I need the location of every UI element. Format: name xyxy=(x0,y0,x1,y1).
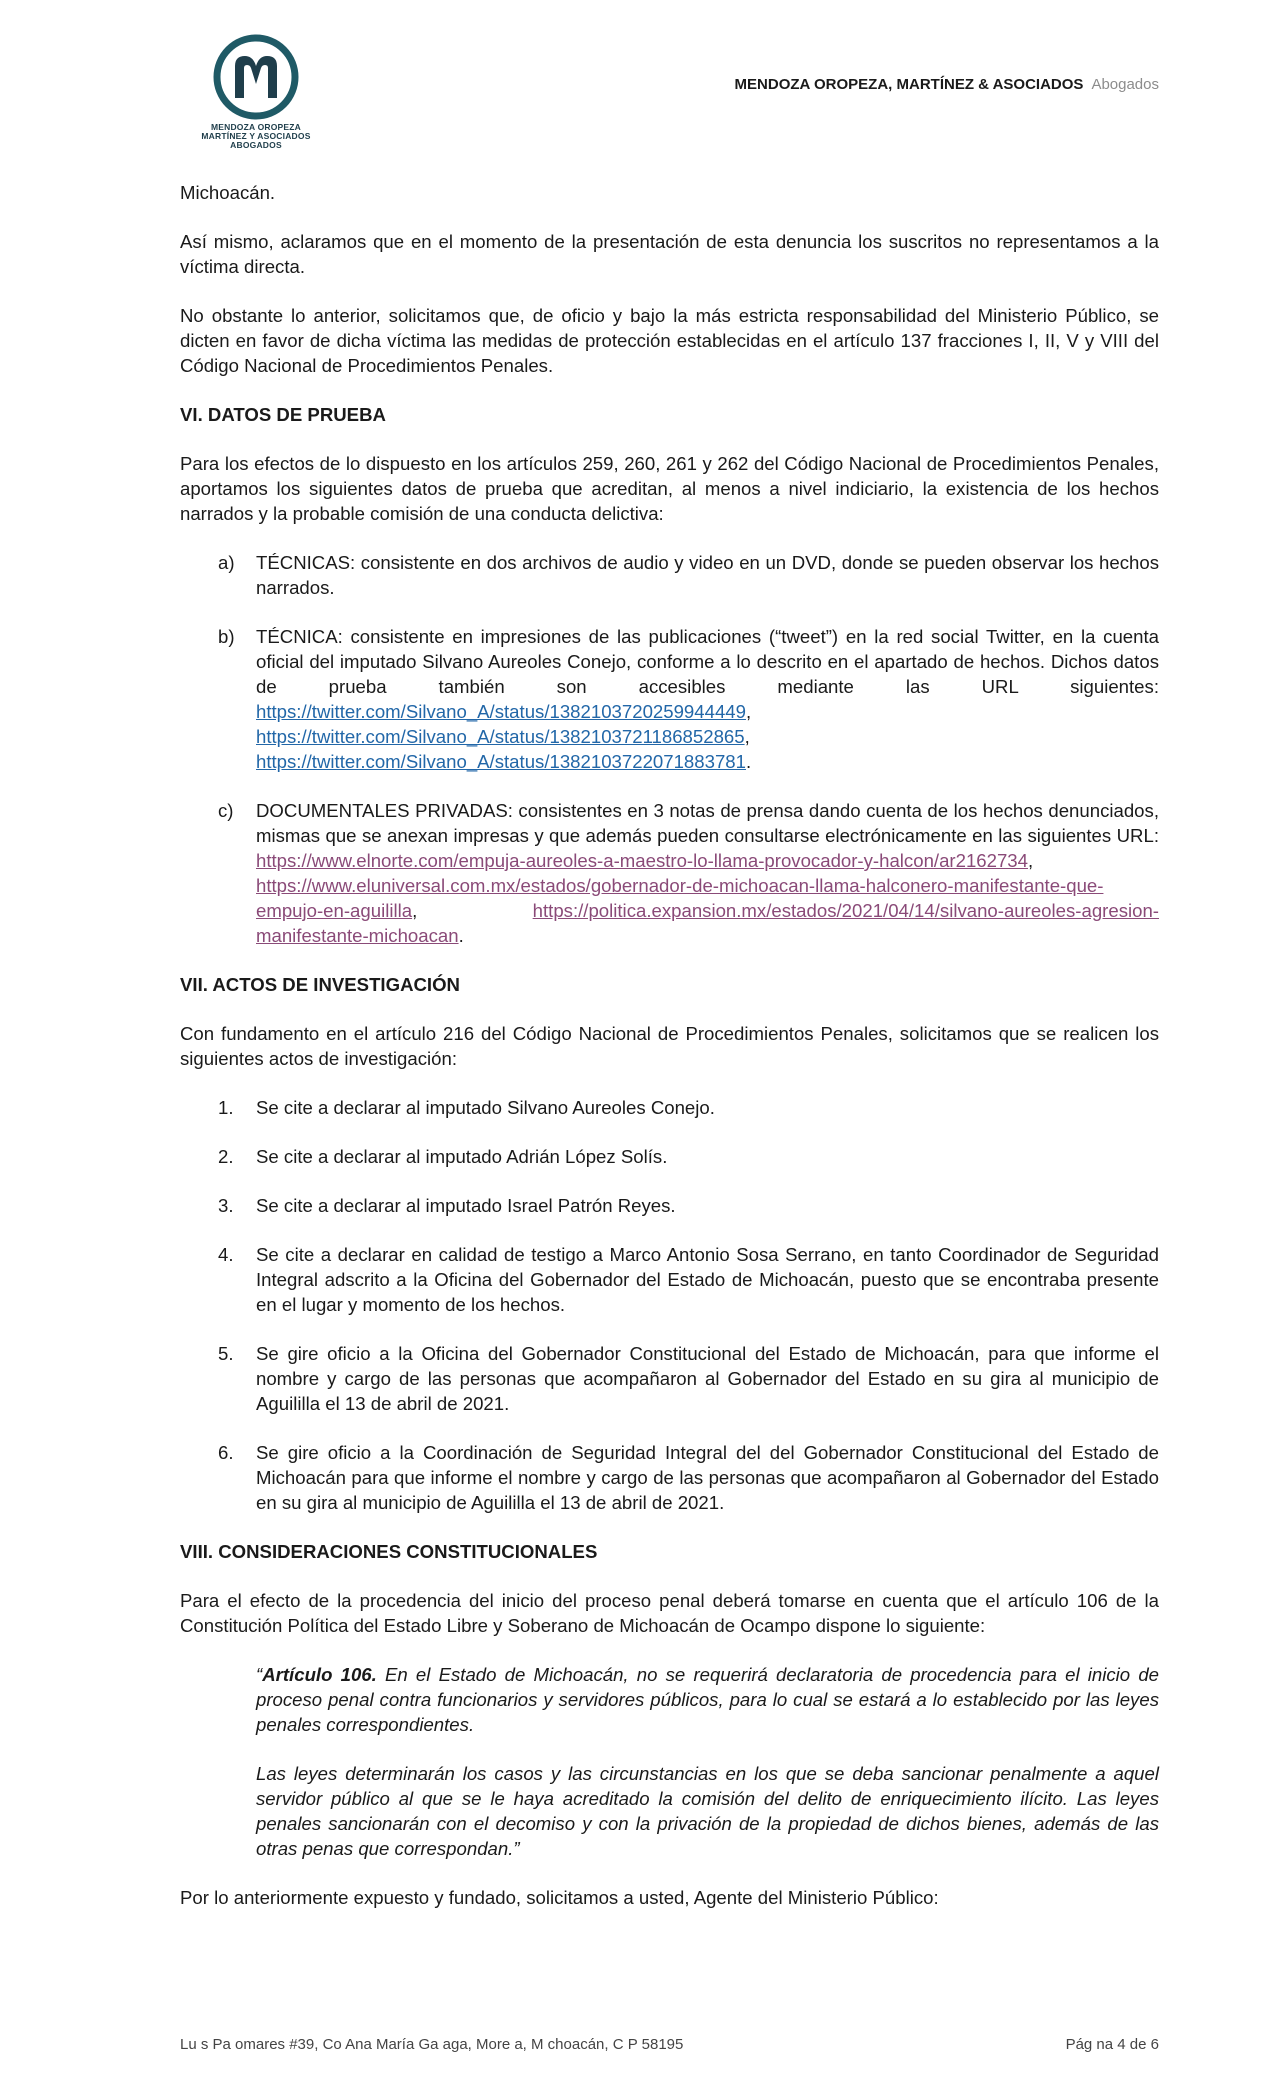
article-number: Artículo 106. xyxy=(262,1664,377,1685)
quoted-article-continued: Las leyes determinarán los casos y las circunstancias en los que se deba sancionar penalmente a aquel servidor público al que se le haya acreditado la comisión del delito de enriquecimiento ilícito. Las leyes penales sancionarán con el decomiso y con la privación de la propiedad de dichos bienes, además de las otras penas que correspondan.” xyxy=(256,1763,1159,1859)
section-heading-viii: VIII. CONSIDERACIONES CONSTITUCIONALES xyxy=(180,1541,598,1562)
list-marker: 3. xyxy=(218,1195,234,1216)
list-item-text: Se cite a declarar al imputado Adrián López Solís. xyxy=(256,1146,668,1167)
firm-header xyxy=(735,76,1159,93)
logo-line-2: MARTÍNEZ Y ASOCIADOS xyxy=(201,131,311,141)
firm-logo xyxy=(196,34,316,150)
numbered-item-5 xyxy=(180,1341,1159,1416)
list-item-text: TÉCNICA: consistente en impresiones de las publicaciones (“tweet”) en la red social Twitter, en la cuenta oficial del imputado Silvano Aureoles Conejo, conforme a lo descrito en el apartado de hechos. Dichos datos de prueba también son accesibles mediante las URL siguientes: xyxy=(256,626,1159,697)
list-marker: 1. xyxy=(218,1097,234,1118)
numbered-item-4 xyxy=(180,1242,1159,1317)
numbered-item-3 xyxy=(180,1193,1159,1218)
logo-text xyxy=(196,123,316,150)
numbered-item-1 xyxy=(180,1095,1159,1120)
footer-address: Lu s Pa omares #39, Co Ana María Ga aga, More a, M choacán, C P 58195 xyxy=(180,2036,684,2053)
logo-line-1: MENDOZA OROPEZA xyxy=(210,122,302,132)
list-item-text: TÉCNICAS: consistente en dos archivos de audio y video en un DVD, donde se pueden observar los hechos narrados. xyxy=(256,552,1159,598)
tweet-link-3[interactable]: https://twitter.com/Silvano_A/status/1382103722071883781 xyxy=(256,751,746,772)
section-heading-vii: VII. ACTOS DE INVESTIGACIÓN xyxy=(180,974,460,995)
list-marker: 2. xyxy=(218,1146,234,1167)
list-marker: 6. xyxy=(218,1442,234,1463)
quote-text: En el Estado de Michoacán, no se requerirá declaratoria de procedencia para el inicio de proceso penal contra funcionarios y servidores públicos, para lo cual se estará a lo establecido por las leyes penales correspondientes. xyxy=(256,1664,1160,1735)
press-link-1[interactable]: https://www.elnorte.com/empuja-aureoles-a-maestro-lo-llama-provocador-y-halcon/ar2162734 xyxy=(256,850,1028,871)
list-item-c: c) DOCUMENTALES PRIVADAS: consistentes en 3 notas de prensa dando cuenta de los hechos denunciados, mismas que se anexan impresas y que además pueden consultarse electrónicamente en las siguientes URL: https://www.elnorte.com/empuja-aureoles-a-maestro-lo-llama-provocador-y-halcon/ar2162734, https://www.eluniversal.com.mx/estados/gobernador-de-michoacan-llama-halconero-manifestante-que-empujo-en-aguililla, https://politica.expansion.mx/estados/2021/04/14/silvano-aureoles-agresion-manifestante-michoacan. xyxy=(218,800,1159,946)
firm-role: Abogados xyxy=(1091,76,1159,93)
paragraph: No obstante lo anterior, solicitamos que, de oficio y bajo la más estricta responsabilidad del Ministerio Público, se dicten en favor de dicha víctima las medidas de protección establecidas en el artículo 137 fracciones I, II, V y VIII del Código Nacional de Procedimientos Penales. xyxy=(180,305,1159,376)
tweet-link-1[interactable]: https://twitter.com/Silvano_A/status/1382103720259944449 xyxy=(256,701,746,722)
page-number: Pág na 4 de 6 xyxy=(1065,2036,1159,2053)
list-marker: 4. xyxy=(218,1244,234,1265)
logo-line-3: ABOGADOS xyxy=(230,140,282,150)
list-item-text: DOCUMENTALES PRIVADAS: consistentes en 3 notas de prensa dando cuenta de los hechos denunciados, mismas que se anexan impresas y que además pueden consultarse electrónicamente en las siguientes URL: xyxy=(256,800,1159,846)
firm-name: MENDOZA OROPEZA, MARTÍNEZ & ASOCIADOS xyxy=(734,76,1084,93)
paragraph: Para los efectos de lo dispuesto en los artículos 259, 260, 261 y 262 del Código Nacional de Procedimientos Penales, aportamos los siguientes datos de prueba que acreditan, al menos a nivel indiciario, la existencia de los hechos narrados y la probable comisión de una conducta delictiva: xyxy=(180,453,1159,524)
paragraph: Con fundamento en el artículo 216 del Código Nacional de Procedimientos Penales, solicitamos que se realicen los siguientes actos de investigación: xyxy=(180,1023,1159,1069)
paragraph: Michoacán. xyxy=(180,182,276,203)
document-body xyxy=(180,180,1159,1934)
paragraph: Para el efecto de la procedencia del inicio del proceso penal deberá tomarse en cuenta que el artículo 106 de la Constitución Política del Estado Libre y Soberano de Michoacán de Ocampo dispone lo siguiente: xyxy=(180,1590,1159,1636)
list-item-text: Se gire oficio a la Coordinación de Seguridad Integral del del Gobernador Constitucional del Estado de Michoacán para que informe el nombre y cargo de las personas que acompañaron al Gobernador del Estado en su gira al municipio de Aguililla el 13 de abril de 2021. xyxy=(256,1442,1159,1513)
numbered-item-2 xyxy=(180,1144,1159,1169)
paragraph: Por lo anteriormente expuesto y fundado, solicitamos a usted, Agente del Ministerio Público: xyxy=(180,1887,939,1908)
list-item-text: Se cite a declarar al imputado Silvano Aureoles Conejo. xyxy=(256,1097,715,1118)
quote-open: “ xyxy=(256,1664,263,1685)
press-link-2[interactable]: https://www.eluniversal.com.mx/estados/gobernador-de-michoacan-llama-halconero-manifestante-que-empujo-en-aguililla xyxy=(256,875,1104,921)
paragraph: Así mismo, aclaramos que en el momento de la presentación de esta denuncia los suscritos no representamos a la víctima directa. xyxy=(180,231,1159,277)
list-marker: c) xyxy=(218,800,234,821)
section-heading-vi: VI. DATOS DE PRUEBA xyxy=(180,404,386,425)
list-marker: a) xyxy=(218,552,235,573)
list-item-text: Se cite a declarar al imputado Israel Patrón Reyes. xyxy=(256,1195,676,1216)
list-item-a xyxy=(180,550,1159,600)
list-marker: 5. xyxy=(218,1343,234,1364)
list-marker: b) xyxy=(218,626,235,647)
list-item-b: b) TÉCNICA: consistente en impresiones de las publicaciones (“tweet”) en la red social Twitter, en la cuenta oficial del imputado Silvano Aureoles Conejo, conforme a lo descrito en el apartado de hechos. Dichos datos de prueba también son accesibles mediante las URL siguientes: https://twitter.com/Silvano_A/status/1382103720259944449, https://twitter.com/Silvano_A/status/1382103721186852865, https://twitter.com/Silvano_A/status/1382103722071883781. xyxy=(218,626,1159,772)
press-link-3[interactable]: https://politica.expansion.mx/estados/2021/04/14/silvano-aureoles-agresion-manifestante-michoacan xyxy=(256,900,1159,946)
tweet-link-2[interactable]: https://twitter.com/Silvano_A/status/1382103721186852865 xyxy=(256,726,745,747)
list-item-text: Se gire oficio a la Oficina del Gobernador Constitucional del Estado de Michoacán, para que informe el nombre y cargo de las personas que acompañaron al Gobernador del Estado en su gira al municipio de Aguililla el 13 de abril de 2021. xyxy=(256,1343,1159,1414)
numbered-item-6 xyxy=(180,1440,1159,1515)
quoted-article xyxy=(256,1662,1159,1737)
list-item-text: Se cite a declarar en calidad de testigo a Marco Antonio Sosa Serrano, en tanto Coordinador de Seguridad Integral adscrito a la Oficina del Gobernador del Estado de Michoacán, puesto que se encontraba presente en el lugar y momento de los hechos. xyxy=(256,1244,1159,1315)
logo-mark-icon xyxy=(213,34,299,120)
